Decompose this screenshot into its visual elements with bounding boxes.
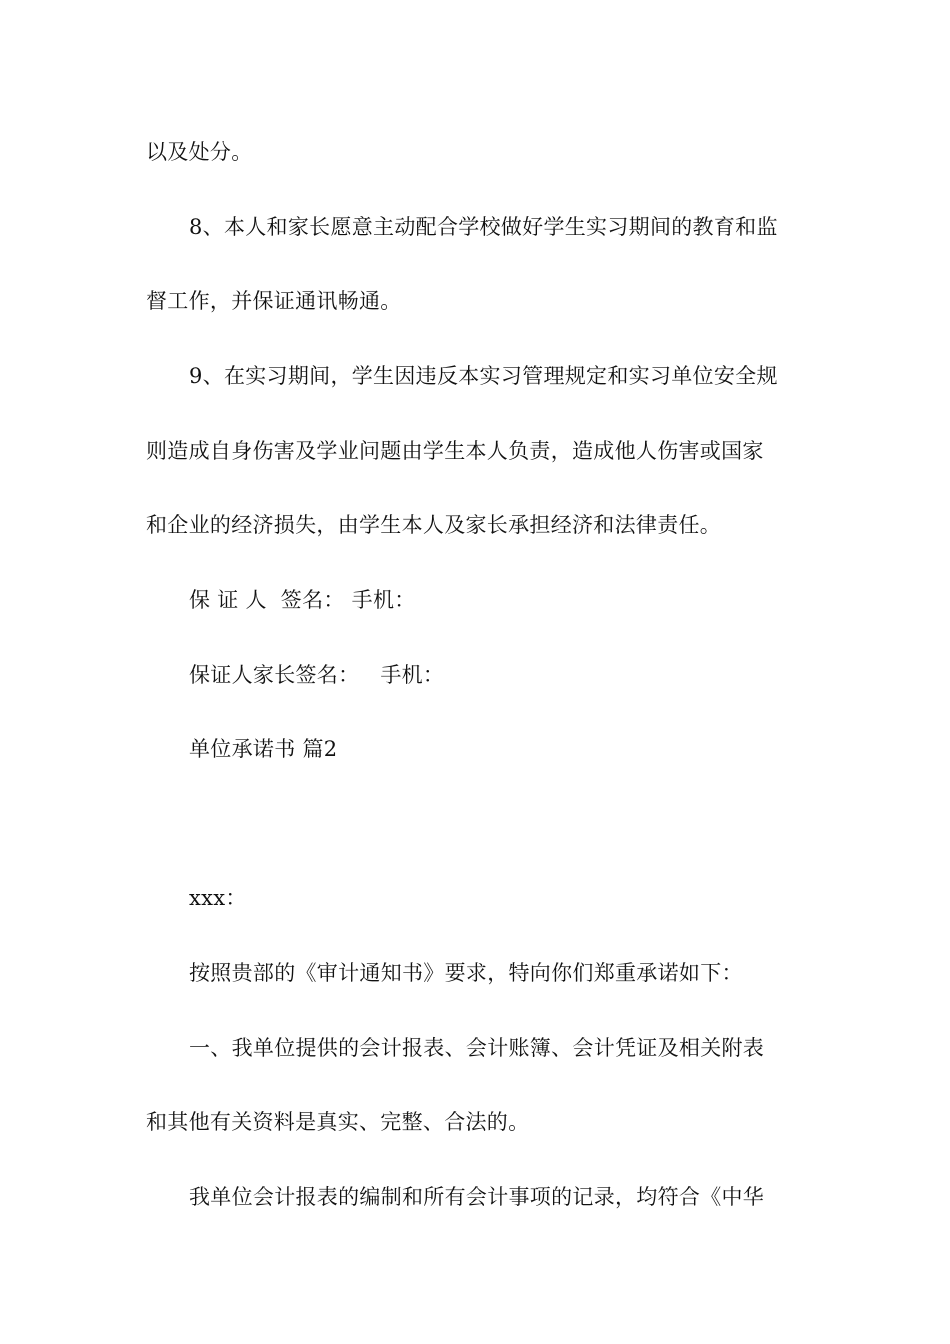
paragraph-line: 则造成自身伤害及学业问题由学生本人负责，造成他人伤害或国家 <box>146 439 764 463</box>
section-title: 单位承诺书 篇2 <box>189 737 338 761</box>
paragraph-line: 我单位会计报表的编制和所有会计事项的记录，均符合《中华 <box>189 1185 765 1209</box>
paragraph-line: 和企业的经济损失，由学生本人及家长承担经济和法律责任。 <box>146 513 722 537</box>
paragraph-line: 8、本人和家长愿意主动配合学校做好学生实习期间的教育和监 <box>189 215 778 239</box>
paragraph-line: 9、在实习期间，学生因违反本实习管理规定和实习单位安全规 <box>189 364 778 388</box>
signature-line-guarantor: 保 证 人 签名： 手机： <box>189 588 416 612</box>
signature-line-parent: 保证人家长签名： 手机： <box>189 663 445 687</box>
paragraph-line: 督工作，并保证通讯畅通。 <box>146 289 402 313</box>
salutation: xxx： <box>189 886 247 910</box>
paragraph-line: 和其他有关资料是真实、完整、合法的。 <box>146 1110 530 1134</box>
paragraph-line: 按照贵部的《审计通知书》要求，特向你们郑重承诺如下： <box>189 961 743 985</box>
paragraph-line: 一、我单位提供的会计报表、会计账簿、会计凭证及相关附表 <box>189 1036 765 1060</box>
paragraph-line: 以及处分。 <box>146 140 253 164</box>
